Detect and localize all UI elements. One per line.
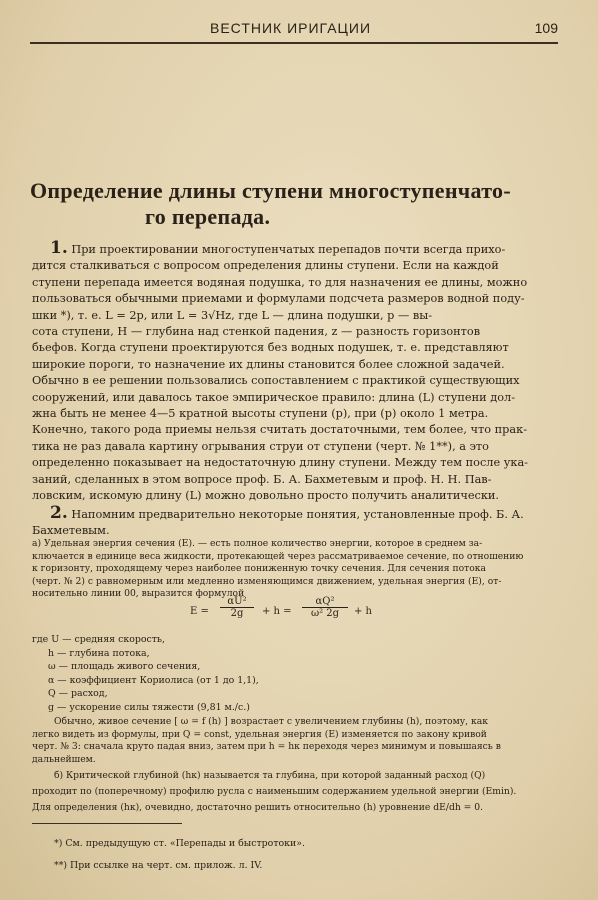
text-line: При проектировании многоступенчатых перепадов почти всегда прихо-	[71, 243, 506, 256]
journal-title: ВЕСТНИК ИРИГАЦИИ	[210, 20, 372, 36]
footnote-1: *) См. предыдущую ст. «Перепады и быстротоки».	[54, 838, 305, 849]
text-line: сооружений, или давалось такое эмпирическое правило: длина (L) ступени дол-	[32, 390, 516, 404]
formula-mid: + h =	[262, 606, 292, 617]
running-header	[30, 20, 558, 44]
formula-rhs: + h	[354, 606, 372, 617]
energy-curve-note	[32, 716, 562, 766]
section-number-1: 1.	[50, 238, 68, 258]
footnote-2: **) При ссылке на черт. см. прилож. л. IV.	[54, 860, 263, 871]
text-line: проходит по (поперечному) профилю русла с наименьшим содержанием удельной энергии (Emin).	[32, 786, 517, 797]
text-line: дальнейшем.	[32, 753, 96, 765]
formula-lhs: E =	[190, 606, 209, 617]
title-line-1: Определение длины ступени многоступенчато-	[30, 178, 511, 203]
fraction-1	[220, 596, 254, 619]
energy-formula	[190, 596, 430, 630]
text-line: Обычно в ее решении пользовались сопоставлением с практикой существующих	[32, 374, 520, 388]
fraction-2	[302, 596, 348, 619]
definition-b	[32, 768, 562, 816]
text-line: а) Удельная энергия сечения (E). — есть полное количество энергии, которое в среднем за-	[32, 538, 483, 549]
fraction-2-denominator: ω² 2g	[310, 608, 340, 619]
text-line: жна быть не менее 4—5 кратной высоты ступени (p), при (p) около 1 метра.	[32, 407, 489, 421]
body-text	[32, 240, 560, 539]
legend-item: h — глубина потока,	[48, 647, 150, 659]
paragraph-1	[32, 240, 560, 505]
section-number-2: 2.	[50, 502, 68, 523]
text-line: Обычно, живое сечение [ ω = f (h) ] возрастает с увеличением глубины (h), поэтому, как	[54, 716, 488, 727]
text-line: определенно показывает на недостаточную длину ступени. Между тем после ука-	[32, 456, 528, 470]
title-line-2: го перепада.	[145, 204, 271, 229]
formula-legend	[32, 633, 259, 714]
text-line: ключается в единице веса жидкости, протекающей через рассматриваемое сечение, по отношению	[32, 550, 524, 562]
text-line: сота ступени, H — глубина над стенкой падения, z — разность горизонтов	[32, 325, 481, 339]
text-line: ступени перепада имеется водяная подушка, то для назначения ее длины, можно	[32, 275, 528, 289]
text-line: Бахметевым.	[32, 523, 110, 537]
article-title	[30, 178, 560, 230]
text-line: заний, сделанных в этом вопросе проф. Б. А. Бахметевым и проф. Н. Н. Пав-	[32, 472, 492, 486]
legend-item: где U — средняя скорость,	[32, 634, 165, 645]
text-line: шки *), т. е. L = 2p, или L = 3√Hz, где L — длина подушки, p — вы-	[32, 308, 433, 322]
fraction-2-numerator: αQ²	[302, 596, 348, 608]
paragraph-2	[32, 502, 560, 540]
legend-item: α — коэффициент Кориолиса (от 1 до 1,1),	[48, 674, 259, 686]
legend-item: Q — расход,	[48, 688, 108, 699]
definition-a	[32, 538, 562, 601]
fraction-1-numerator: αU²	[220, 596, 254, 608]
text-line: Конечно, такого рода приемы нельзя считать достаточными, тем более, что прак-	[32, 423, 528, 437]
text-line: к горизонту, проходящему через наиболее пониженную точку сечения. Для сечения потока	[32, 563, 487, 575]
text-line: дится сталкиваться с вопросом определения длины ступени. Если на каждой	[32, 259, 499, 273]
legend-item: g — ускорение силы тяжести (9,81 м./с.)	[48, 701, 250, 713]
text-line: ловским, искомую длину (L) можно довольно просто получить аналитически.	[32, 489, 500, 503]
text-line: широкие пороги, то назначение их длины становится более сложной задачей.	[32, 357, 505, 371]
text-line: пользоваться обычными приемами и формулами подсчета размеров водной поду-	[32, 292, 525, 306]
text-line: (черт. № 2) с равномерным или медленно изменяющимся движением, удельная энергия (E), от-	[32, 575, 502, 587]
text-line: бьефов. Когда ступени проектируются без водных подушек, т. е. представляют	[32, 341, 509, 355]
text-line: Для определения (hк), очевидно, достаточно решить относительно (h) уровнение dE/dh = 0.	[32, 802, 484, 813]
legend-item: ω — площадь живого сечения,	[48, 661, 201, 672]
footnote-divider	[32, 823, 182, 824]
text-line: носительно линии 00, выразится формулой	[32, 588, 245, 600]
text-line: легко видеть из формулы, при Q = const, удельная энергия (E) изменяется по закону кривой	[32, 728, 487, 740]
text-line: Напомним предварительно некоторые понятия, установленные проф. Б. А.	[71, 507, 524, 521]
text-line: черт. № 3: сначала круто падая вниз, затем при h = hк переходя через минимум и повышаясь в	[32, 741, 501, 753]
fraction-1-denominator: 2g	[230, 608, 244, 619]
page-number: 109	[534, 20, 558, 36]
text-line: тика не раз давала картину огрывания струи от ступени (черт. № 1**), а это	[32, 439, 489, 453]
text-line: б) Критической глубиной (hк) называется та глубина, при которой заданный расход (Q)	[54, 770, 486, 781]
